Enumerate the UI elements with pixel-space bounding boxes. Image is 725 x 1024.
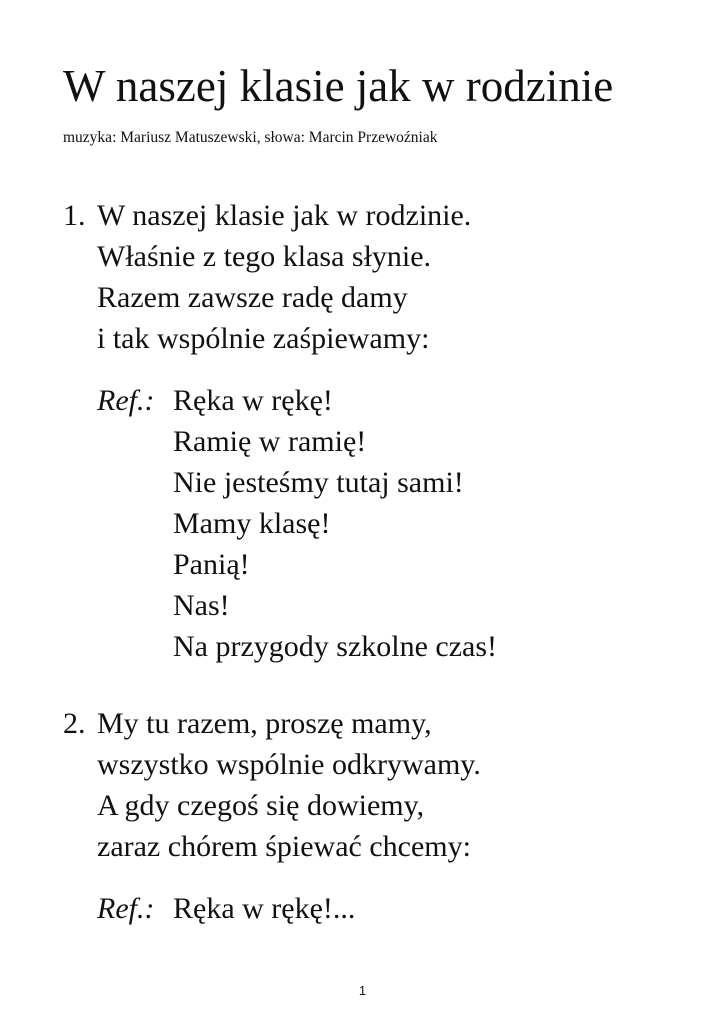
verse-1-number: 1. (63, 199, 86, 232)
song-title: W naszej klasie jak w rodzinie (63, 61, 614, 111)
verse-1-line-1: W naszej klasie jak w rodzinie. (97, 199, 472, 232)
refrain-2-line: Ręka w rękę!... (173, 892, 356, 925)
verse-2-line-4: zaraz chórem śpiewać chcemy: (97, 830, 471, 863)
page-number: 1 (358, 983, 367, 998)
verse-2-number: 2. (63, 707, 86, 740)
refrain-line-4: Mamy klasę! (173, 507, 331, 540)
verse-1-line-3: Razem zawsze radę damy (97, 281, 408, 314)
verse-2-line-1: My tu razem, proszę mamy, (97, 707, 432, 740)
verse-1-line-2: Właśnie z tego klasa słynie. (97, 240, 432, 273)
refrain-line-6: Nas! (173, 589, 230, 622)
song-credits: muzyka: Mariusz Matuszewski, słowa: Marcin Przewoźniak (63, 129, 438, 146)
refrain-line-2: Ramię w ramię! (173, 425, 367, 458)
refrain-line-3: Nie jesteśmy tutaj sami! (173, 466, 464, 499)
verse-2-line-2: wszystko wspólnie odkrywamy. (97, 748, 481, 781)
refrain-line-7: Na przygody szkolne czas! (173, 630, 498, 663)
refrain-line-5: Panią! (173, 548, 250, 581)
verse-1-line-4: i tak wspólnie zaśpiewamy: (97, 322, 430, 355)
verse-2-line-3: A gdy czegoś się dowiemy, (97, 789, 425, 822)
refrain-line-1: Ręka w rękę! (173, 384, 333, 417)
refrain-label: Ref.: (97, 384, 155, 417)
refrain-2-label: Ref.: (97, 892, 155, 925)
